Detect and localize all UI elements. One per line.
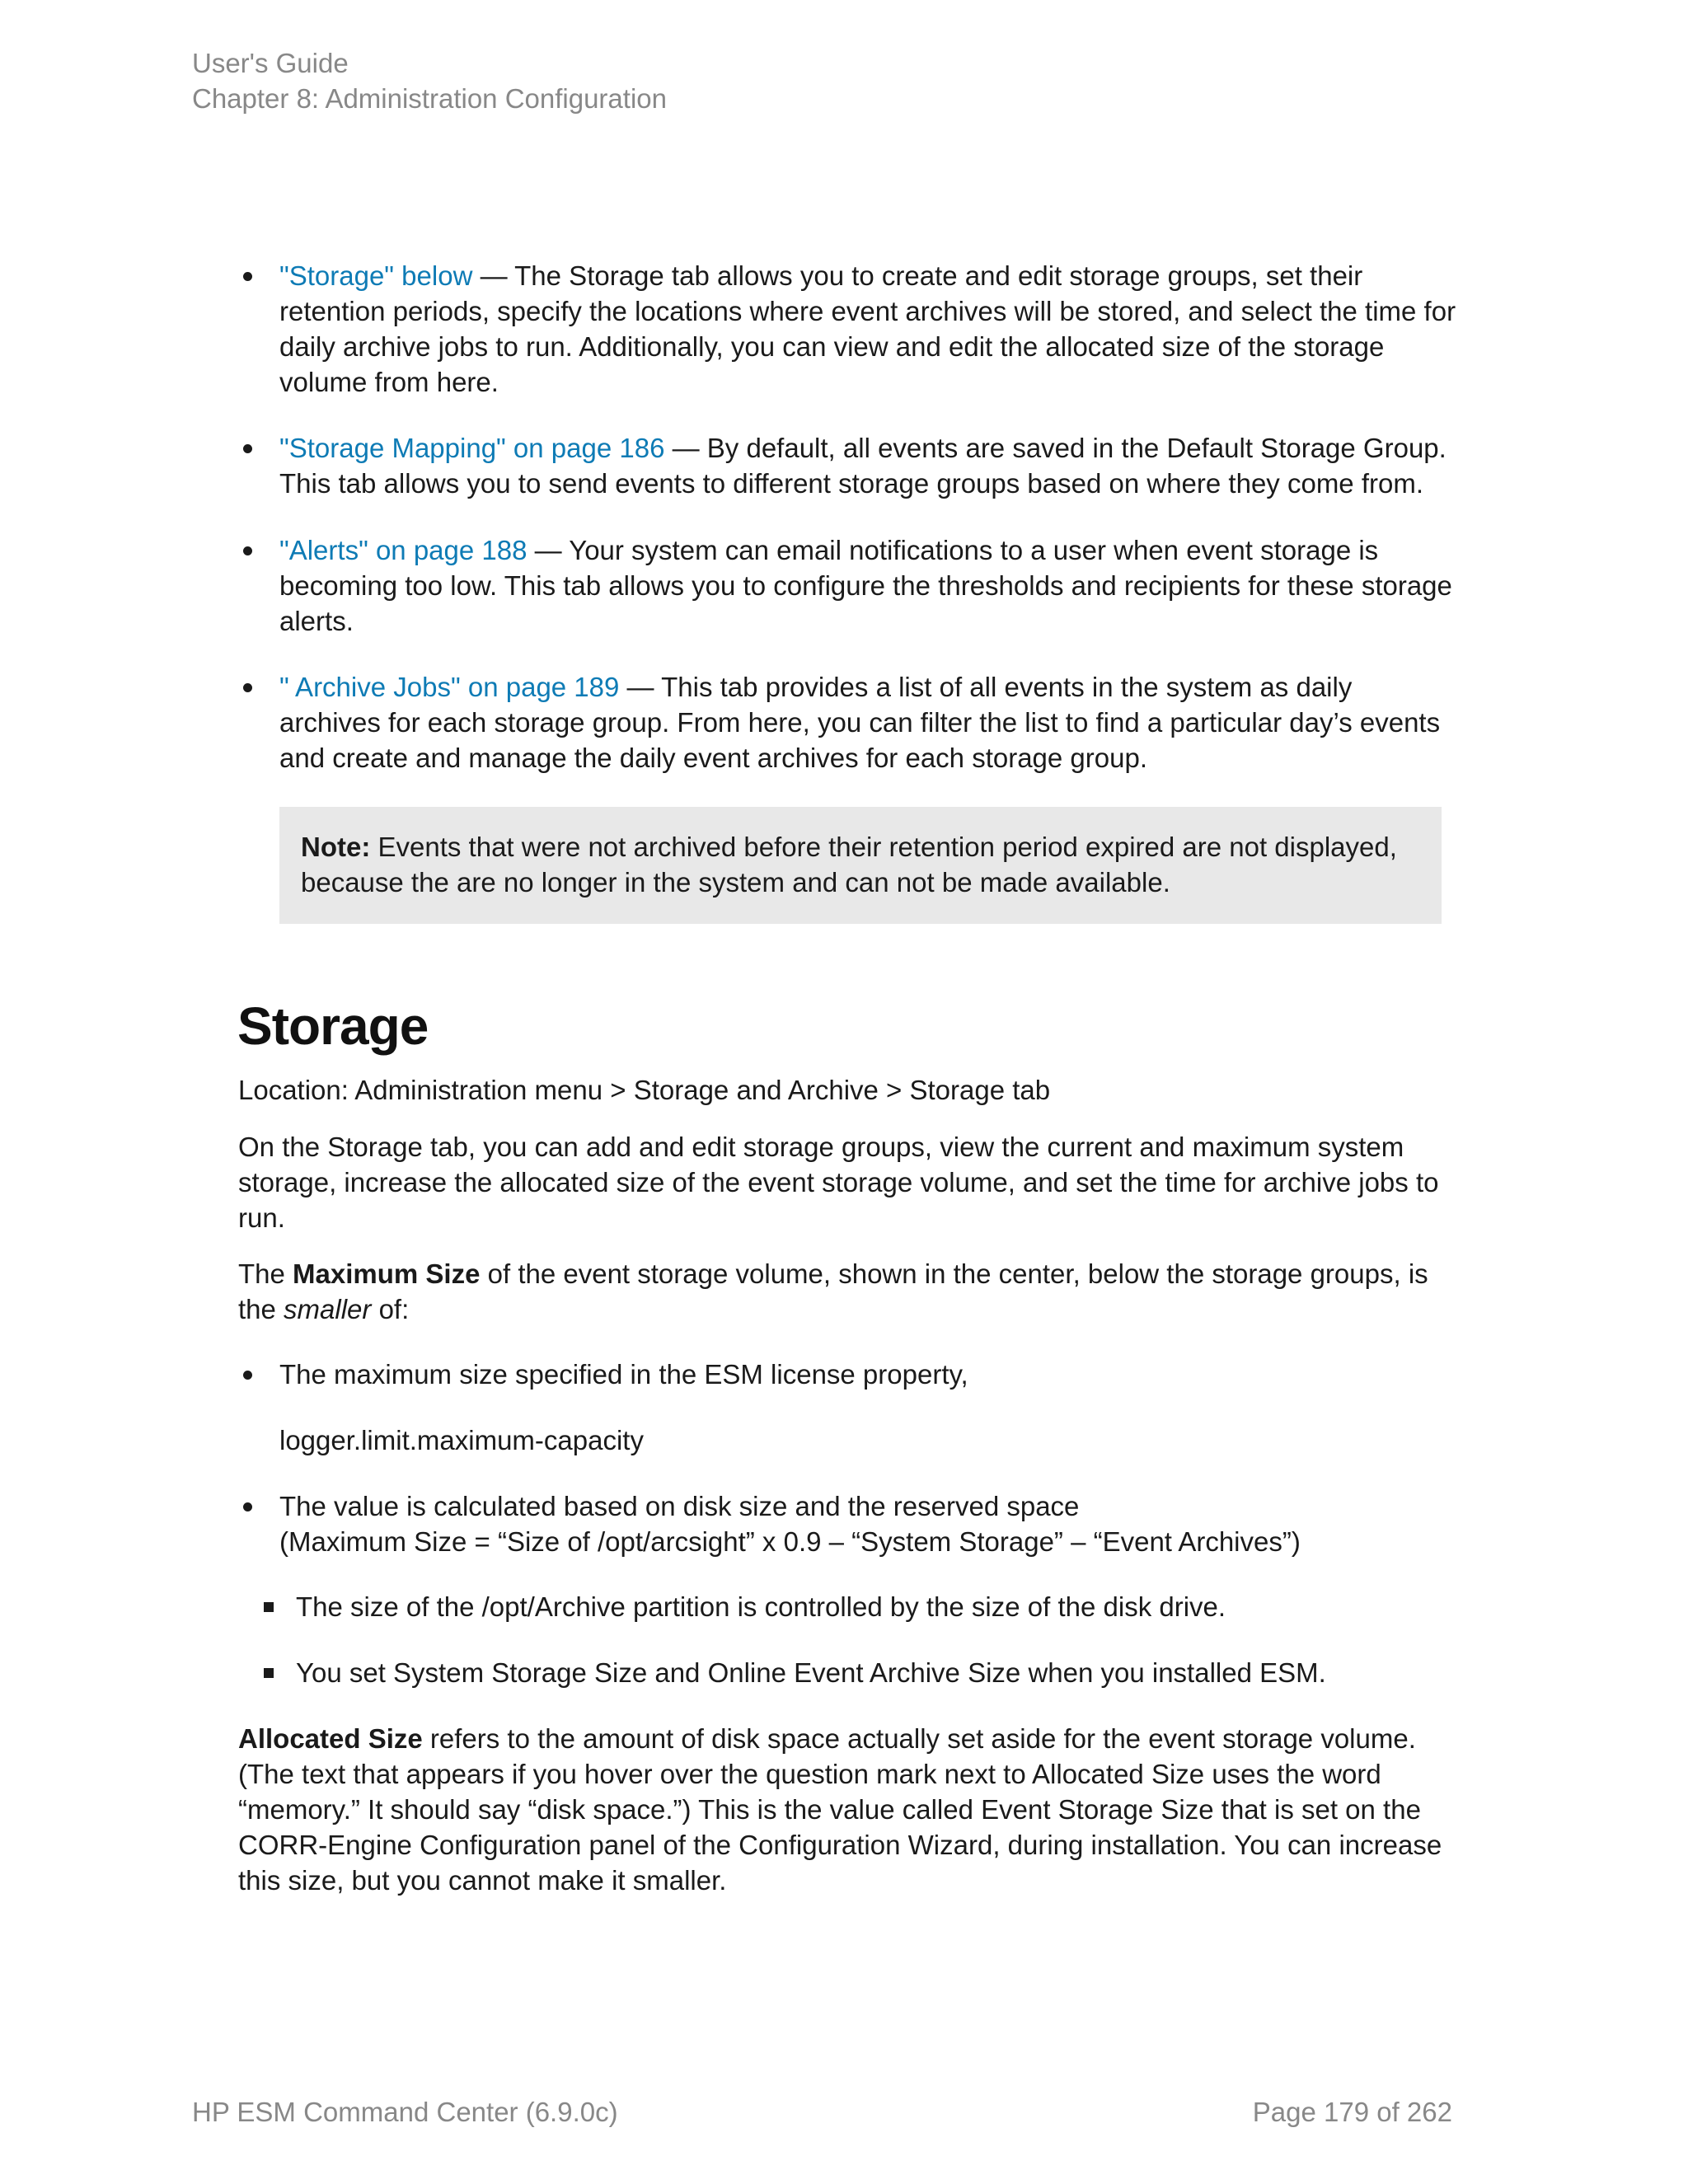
bullet-icon	[243, 683, 252, 692]
sub-list-item-text: You set System Storage Size and Online Event Archive Size when you installed ESM.	[296, 1657, 1326, 1688]
list-item-text: — This tab provides a list of all events in the system as daily archives for each storage group. From here, you can filter the list to find a particular day’s events and create and manage the daily event archives for each storage group.	[279, 672, 1441, 773]
running-header	[192, 45, 667, 116]
bullet-icon	[243, 272, 252, 281]
sub-list-item-text: The size of the /opt/Archive partition is controlled by the size of the disk drive.	[296, 1591, 1226, 1622]
location-text: Location: Administration menu > Storage and Archive > Storage tab	[238, 1075, 1051, 1105]
allocated-size-paragraph: Allocated Size refers to the amount of disk space actually set aside for the event storage volume. (The text that appears if you hover over the question mark next to Allocated Size uses the word “memory.” It should say “disk space.”) This is the value called Event Storage Size that is set on the CORR-Engine Configuration panel of the Configuration Wizard, during installation. You can increase this size, but you cannot make it smaller.	[238, 1723, 1442, 1896]
storage-mapping-link[interactable]: "Storage Mapping" on page 186	[279, 433, 665, 463]
list-item-text: The maximum size specified in the ESM license property,	[279, 1359, 968, 1390]
smaller-term: smaller	[284, 1294, 372, 1324]
list-item-text: The value is calculated based on disk size and the reserved space	[279, 1491, 1080, 1521]
note-text: Events that were not archived before their retention period expired are not displayed, because the are no longer in the system and can not be made available.	[301, 832, 1397, 898]
guide-title: User's Guide	[192, 48, 349, 78]
bullet-icon	[243, 546, 252, 555]
list-item-text: — Your system can email notifications to a user when event storage is becoming too low. This tab allows you to configure the thresholds and recipients for these storage alerts.	[279, 535, 1452, 636]
property-name: logger.limit.maximum-capacity	[279, 1425, 644, 1455]
alerts-link[interactable]: "Alerts" on page 188	[279, 535, 528, 565]
max-size-paragraph: The Maximum Size of the event storage volume, shown in the center, below the storage groups, is the smaller of:	[238, 1258, 1428, 1324]
archive-jobs-link[interactable]: " Archive Jobs" on page 189	[279, 672, 620, 702]
footer-product: HP ESM Command Center (6.9.0c)	[192, 2097, 618, 2127]
list-item-text: — The Storage tab allows you to create and edit storage groups, set their retention periods, specify the locations where event archives will be stored, and select the time for daily archive jobs to run. Additionally, you can view and edit the allocated size of the storage volume from here.	[279, 260, 1456, 397]
section-title: Storage	[237, 996, 429, 1056]
chapter-title: Chapter 8: Administration Configuration	[192, 83, 667, 114]
bullet-icon	[243, 444, 252, 453]
list-item-text: — By default, all events are saved in the Default Storage Group. This tab allows you to send events to different storage groups based on where they come from.	[279, 433, 1447, 499]
note-box	[279, 807, 1442, 924]
bullet-icon	[243, 1502, 252, 1511]
footer-page-number: Page 179 of 262	[1252, 2097, 1452, 2127]
note-label: Note:	[301, 832, 371, 862]
square-bullet-icon	[264, 1602, 274, 1612]
bullet-icon	[243, 1371, 252, 1380]
square-bullet-icon	[264, 1668, 274, 1678]
allocated-size-term: Allocated Size	[238, 1723, 423, 1754]
storage-link[interactable]: "Storage" below	[279, 260, 473, 291]
formula-text: (Maximum Size = “Size of /opt/arcsight” x 0.9 – “System Storage” – “Event Archives”)	[279, 1526, 1301, 1557]
max-size-term: Maximum Size	[293, 1258, 481, 1289]
intro-paragraph: On the Storage tab, you can add and edit storage groups, view the current and maximum system storage, increase the allocated size of the event storage volume, and set the time for archive jobs to run.	[238, 1132, 1439, 1233]
